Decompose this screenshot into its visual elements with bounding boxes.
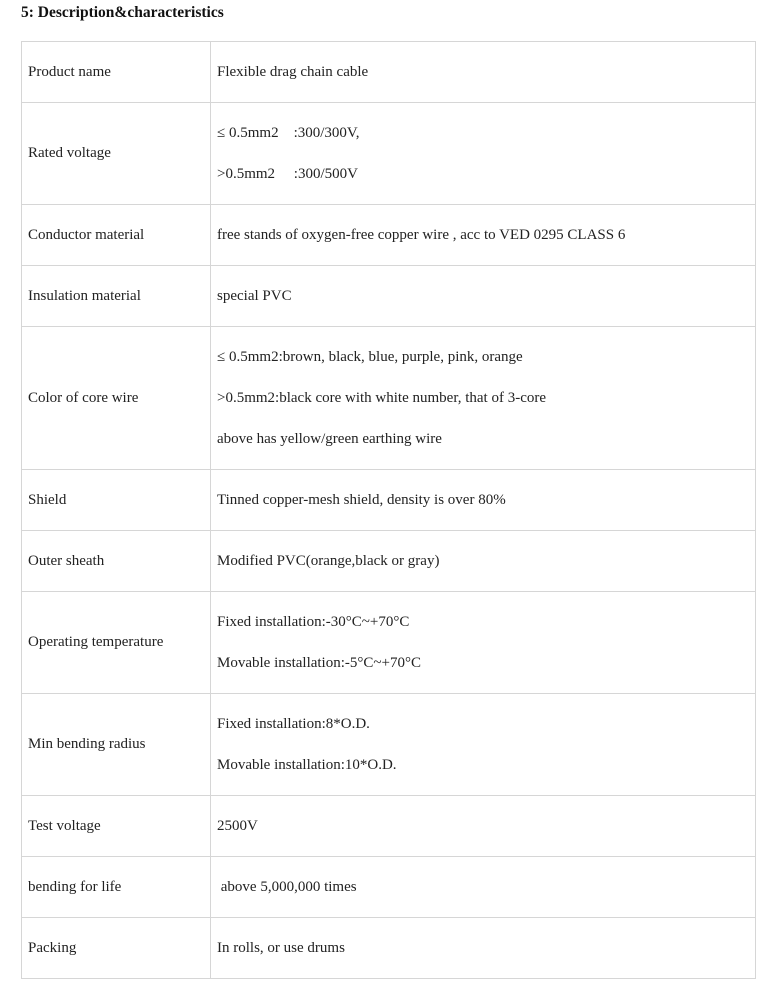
row-label: Min bending radius: [22, 694, 211, 796]
row-label: Insulation material: [22, 266, 211, 327]
table-row: [22, 796, 756, 857]
row-label: Rated voltage: [22, 103, 211, 205]
table-row: [22, 531, 756, 592]
row-label: Packing: [22, 918, 211, 979]
row-label: Operating temperature: [22, 592, 211, 694]
row-value: special PVC: [211, 266, 756, 327]
table-row: [22, 42, 756, 103]
section-heading: 5: Description&characteristics: [21, 4, 224, 21]
table-row: [22, 103, 756, 205]
row-value: ≤ 0.5mm2:brown, black, blue, purple, pink, orange >0.5mm2:black core with white number, that of 3-core above has yellow/green earthing wire: [211, 327, 756, 470]
table-row: [22, 205, 756, 266]
table-row: [22, 694, 756, 796]
spec-table: [21, 41, 756, 979]
row-label: Outer sheath: [22, 531, 211, 592]
table-row: [22, 857, 756, 918]
row-value: Fixed installation:-30°C~+70°C Movable installation:-5°C~+70°C: [211, 592, 756, 694]
table-row: [22, 470, 756, 531]
row-value: 2500V: [211, 796, 756, 857]
row-value: above 5,000,000 times: [211, 857, 756, 918]
row-label: Product name: [22, 42, 211, 103]
row-label: Shield: [22, 470, 211, 531]
row-label: bending for life: [22, 857, 211, 918]
row-value: Tinned copper-mesh shield, density is over 80%: [211, 470, 756, 531]
table-row: [22, 266, 756, 327]
row-value: Modified PVC(orange,black or gray): [211, 531, 756, 592]
row-value: free stands of oxygen-free copper wire , acc to VED 0295 CLASS 6: [211, 205, 756, 266]
row-label: Conductor material: [22, 205, 211, 266]
row-label: Color of core wire: [22, 327, 211, 470]
table-row: [22, 327, 756, 470]
row-value: In rolls, or use drums: [211, 918, 756, 979]
row-value: Flexible drag chain cable: [211, 42, 756, 103]
table-row: [22, 918, 756, 979]
row-value: ≤ 0.5mm2 :300/300V, >0.5mm2 :300/500V: [211, 103, 756, 205]
row-value: Fixed installation:8*O.D. Movable installation:10*O.D.: [211, 694, 756, 796]
table-row: [22, 592, 756, 694]
row-label: Test voltage: [22, 796, 211, 857]
